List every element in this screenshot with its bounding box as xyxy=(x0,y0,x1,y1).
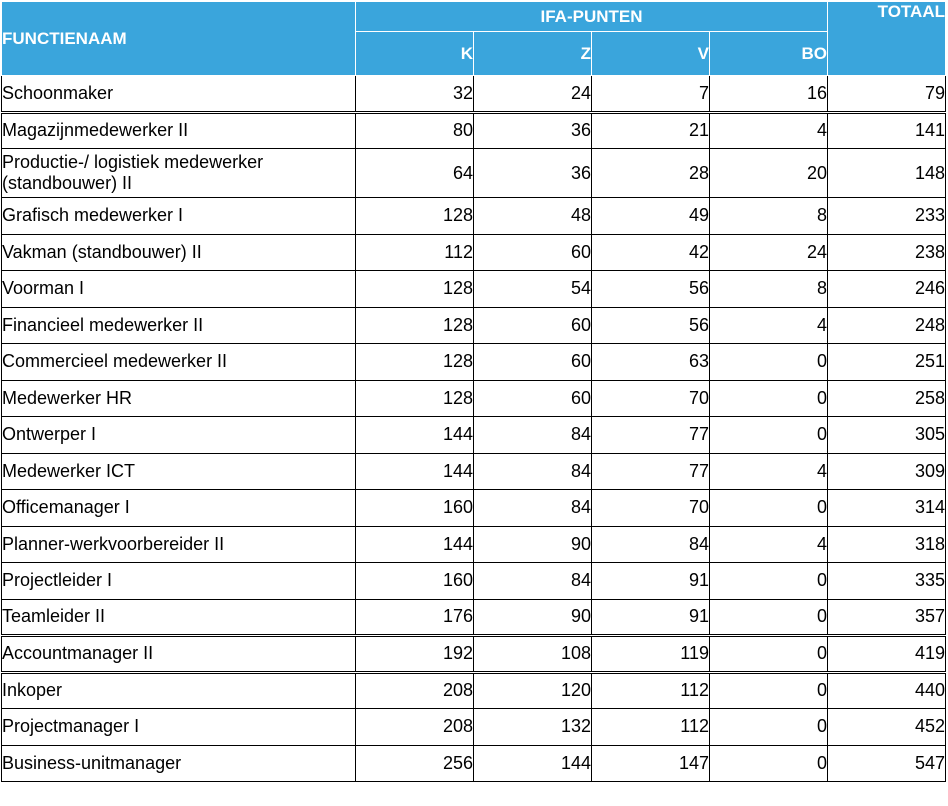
cell-bo: 4 xyxy=(710,307,828,344)
table-row xyxy=(2,198,946,235)
table-row xyxy=(2,149,946,198)
cell-k: 80 xyxy=(356,112,474,149)
cell-k: 128 xyxy=(356,380,474,417)
cell-bo: 8 xyxy=(710,198,828,235)
cell-k: 256 xyxy=(356,745,474,782)
cell-z: 60 xyxy=(474,344,592,381)
cell-k: 144 xyxy=(356,453,474,490)
cell-functienaam: Medewerker HR xyxy=(2,380,356,417)
cell-bo: 0 xyxy=(710,599,828,636)
cell-v: 119 xyxy=(592,636,710,673)
table-row xyxy=(2,380,946,417)
cell-totaal: 251 xyxy=(828,344,946,381)
cell-v: 70 xyxy=(592,380,710,417)
cell-bo: 8 xyxy=(710,271,828,308)
table-row xyxy=(2,76,946,113)
cell-k: 208 xyxy=(356,709,474,746)
table-row xyxy=(2,745,946,782)
cell-v: 63 xyxy=(592,344,710,381)
header-v: V xyxy=(592,32,710,76)
cell-k: 144 xyxy=(356,526,474,563)
cell-z: 54 xyxy=(474,271,592,308)
cell-totaal: 305 xyxy=(828,417,946,454)
cell-z: 84 xyxy=(474,417,592,454)
cell-z: 84 xyxy=(474,453,592,490)
cell-z: 84 xyxy=(474,563,592,600)
cell-z: 60 xyxy=(474,380,592,417)
cell-v: 84 xyxy=(592,526,710,563)
cell-totaal: 248 xyxy=(828,307,946,344)
table-header xyxy=(2,2,946,76)
table-row xyxy=(2,234,946,271)
cell-k: 128 xyxy=(356,344,474,381)
cell-k: 192 xyxy=(356,636,474,673)
cell-functienaam: Ontwerper I xyxy=(2,417,356,454)
cell-k: 64 xyxy=(356,149,474,198)
cell-functienaam: Commercieel medewerker II xyxy=(2,344,356,381)
cell-totaal: 246 xyxy=(828,271,946,308)
cell-z: 90 xyxy=(474,526,592,563)
cell-bo: 0 xyxy=(710,380,828,417)
table-row xyxy=(2,112,946,149)
header-z: Z xyxy=(474,32,592,76)
cell-z: 108 xyxy=(474,636,592,673)
cell-totaal: 440 xyxy=(828,672,946,709)
cell-v: 112 xyxy=(592,672,710,709)
cell-z: 90 xyxy=(474,599,592,636)
cell-functienaam: Voorman I xyxy=(2,271,356,308)
cell-k: 144 xyxy=(356,417,474,454)
cell-z: 24 xyxy=(474,76,592,113)
cell-v: 42 xyxy=(592,234,710,271)
cell-totaal: 238 xyxy=(828,234,946,271)
cell-functienaam: Projectmanager I xyxy=(2,709,356,746)
table-row xyxy=(2,490,946,527)
cell-totaal: 79 xyxy=(828,76,946,113)
cell-functienaam: Business-unitmanager xyxy=(2,745,356,782)
cell-totaal: 357 xyxy=(828,599,946,636)
table-row xyxy=(2,563,946,600)
cell-functienaam: Officemanager I xyxy=(2,490,356,527)
cell-k: 208 xyxy=(356,672,474,709)
ifa-points-table xyxy=(1,1,946,782)
cell-totaal: 233 xyxy=(828,198,946,235)
header-k: K xyxy=(356,32,474,76)
cell-v: 70 xyxy=(592,490,710,527)
cell-z: 48 xyxy=(474,198,592,235)
table-row xyxy=(2,344,946,381)
cell-bo: 0 xyxy=(710,745,828,782)
cell-bo: 4 xyxy=(710,526,828,563)
cell-functienaam: Productie-/ logistiek medewerker (standbouwer) II xyxy=(2,149,356,198)
cell-k: 128 xyxy=(356,198,474,235)
cell-z: 36 xyxy=(474,149,592,198)
cell-v: 28 xyxy=(592,149,710,198)
cell-bo: 0 xyxy=(710,563,828,600)
cell-functienaam: Schoonmaker xyxy=(2,76,356,113)
cell-z: 84 xyxy=(474,490,592,527)
header-ifa-punten: IFA-PUNTEN xyxy=(356,2,828,32)
cell-bo: 16 xyxy=(710,76,828,113)
cell-v: 21 xyxy=(592,112,710,149)
cell-bo: 0 xyxy=(710,636,828,673)
cell-totaal: 318 xyxy=(828,526,946,563)
cell-totaal: 314 xyxy=(828,490,946,527)
cell-totaal: 309 xyxy=(828,453,946,490)
cell-bo: 0 xyxy=(710,490,828,527)
cell-bo: 4 xyxy=(710,112,828,149)
table-body xyxy=(2,76,946,782)
cell-functienaam: Teamleider II xyxy=(2,599,356,636)
cell-functienaam: Planner-werkvoorbereider II xyxy=(2,526,356,563)
cell-v: 91 xyxy=(592,563,710,600)
cell-z: 132 xyxy=(474,709,592,746)
cell-functienaam: Magazijnmedewerker II xyxy=(2,112,356,149)
cell-functienaam: Projectleider I xyxy=(2,563,356,600)
cell-bo: 4 xyxy=(710,453,828,490)
cell-k: 128 xyxy=(356,271,474,308)
cell-z: 60 xyxy=(474,307,592,344)
cell-functienaam: Vakman (standbouwer) II xyxy=(2,234,356,271)
cell-bo: 20 xyxy=(710,149,828,198)
cell-k: 160 xyxy=(356,490,474,527)
cell-functienaam: Inkoper xyxy=(2,672,356,709)
cell-bo: 0 xyxy=(710,417,828,454)
cell-z: 144 xyxy=(474,745,592,782)
cell-totaal: 335 xyxy=(828,563,946,600)
cell-v: 56 xyxy=(592,307,710,344)
cell-totaal: 547 xyxy=(828,745,946,782)
table-row xyxy=(2,599,946,636)
cell-k: 176 xyxy=(356,599,474,636)
cell-v: 112 xyxy=(592,709,710,746)
table-row xyxy=(2,672,946,709)
cell-bo: 0 xyxy=(710,672,828,709)
cell-functienaam: Medewerker ICT xyxy=(2,453,356,490)
cell-z: 60 xyxy=(474,234,592,271)
cell-totaal: 419 xyxy=(828,636,946,673)
cell-functienaam: Accountmanager II xyxy=(2,636,356,673)
cell-k: 112 xyxy=(356,234,474,271)
cell-v: 77 xyxy=(592,417,710,454)
table-row xyxy=(2,417,946,454)
cell-functienaam: Financieel medewerker II xyxy=(2,307,356,344)
cell-k: 32 xyxy=(356,76,474,113)
cell-v: 91 xyxy=(592,599,710,636)
table-row xyxy=(2,526,946,563)
cell-z: 36 xyxy=(474,112,592,149)
cell-v: 147 xyxy=(592,745,710,782)
cell-z: 120 xyxy=(474,672,592,709)
cell-v: 49 xyxy=(592,198,710,235)
cell-k: 128 xyxy=(356,307,474,344)
cell-totaal: 452 xyxy=(828,709,946,746)
cell-v: 56 xyxy=(592,271,710,308)
cell-bo: 24 xyxy=(710,234,828,271)
table-row xyxy=(2,453,946,490)
table-row xyxy=(2,709,946,746)
cell-k: 160 xyxy=(356,563,474,600)
table-row xyxy=(2,636,946,673)
table-row xyxy=(2,271,946,308)
cell-totaal: 258 xyxy=(828,380,946,417)
cell-functienaam: Grafisch medewerker I xyxy=(2,198,356,235)
cell-bo: 0 xyxy=(710,344,828,381)
cell-totaal: 148 xyxy=(828,149,946,198)
cell-v: 7 xyxy=(592,76,710,113)
header-bo: BO xyxy=(710,32,828,76)
table-row xyxy=(2,307,946,344)
header-totaal: TOTAAL xyxy=(828,2,946,76)
cell-totaal: 141 xyxy=(828,112,946,149)
cell-bo: 0 xyxy=(710,709,828,746)
cell-v: 77 xyxy=(592,453,710,490)
header-functienaam: FUNCTIENAAM xyxy=(2,2,356,76)
